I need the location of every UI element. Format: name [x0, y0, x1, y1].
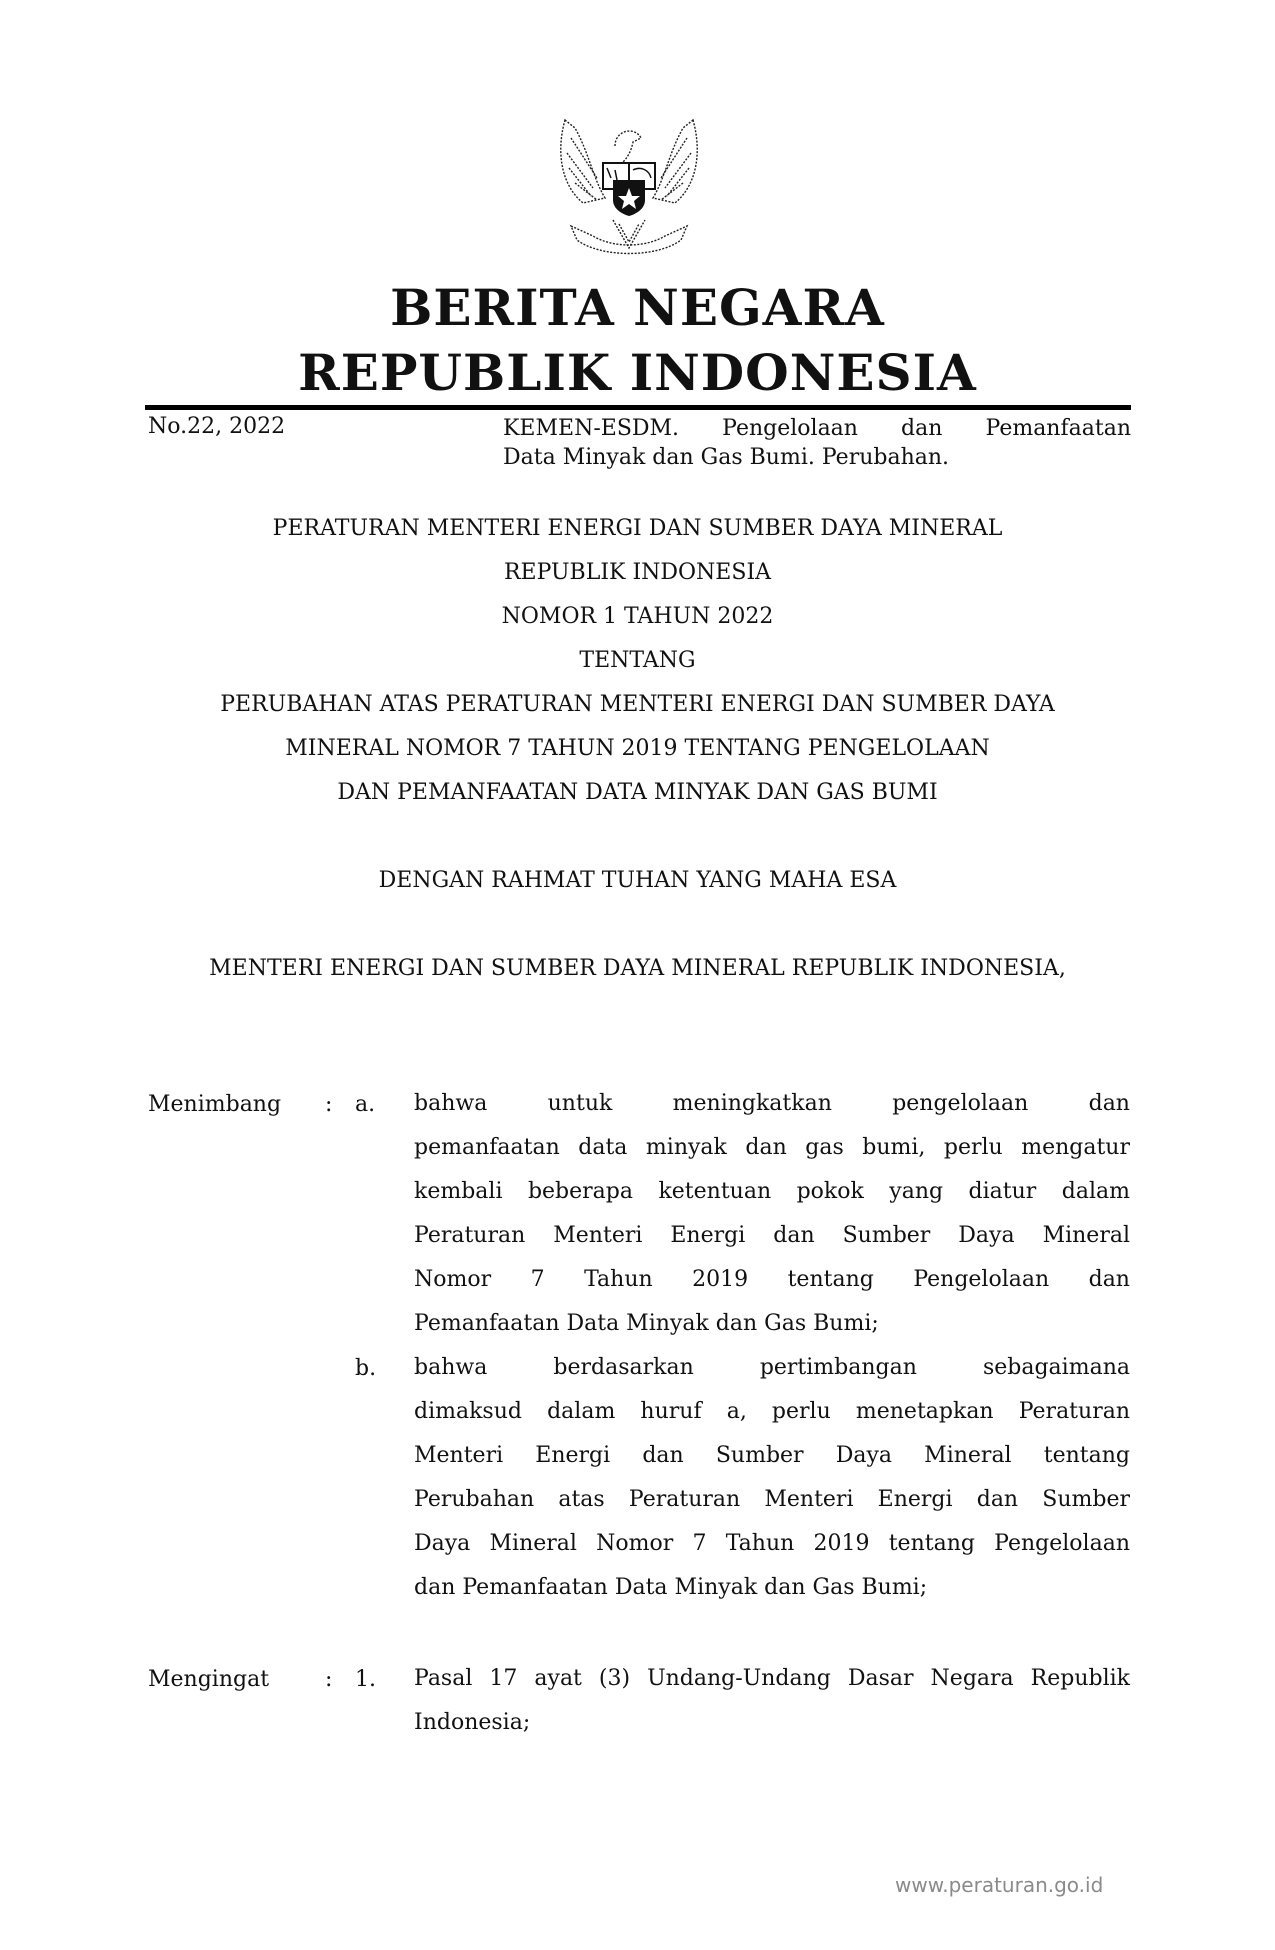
item-marker: 1.: [355, 1667, 376, 1692]
regulation-about: TENTANG: [579, 648, 696, 673]
word: Pengelolaan: [913, 1267, 1050, 1292]
issuer: MENTERI ENERGI DAN SUMBER DAYA MINERAL REPUBLIK INDONESIA,: [209, 956, 1066, 981]
menimbang-label: Menimbang: [148, 1092, 282, 1117]
regulation-number: NOMOR 1 TAHUN 2022: [501, 604, 774, 629]
mengingat-item-1: [414, 1657, 1130, 1745]
regulation-title-line: REPUBLIK INDONESIA: [503, 560, 772, 585]
text-line: Menteri Energi dan Sumber Daya Mineral tentang: [414, 1443, 1130, 1468]
masthead-line-1: BERITA NEGARA: [390, 278, 885, 337]
watermark-link[interactable]: www.peraturan.go.id: [895, 1873, 1104, 1897]
word: dan: [1088, 1091, 1130, 1116]
text-line: Daya Mineral Nomor 7 Tahun 2019 tentang Pengelolaan: [414, 1531, 1130, 1556]
word: sebagaimana: [982, 1355, 1130, 1380]
text-line: kembali beberapa ketentuan pokok yang diatur dalam: [414, 1179, 1130, 1204]
subject-word: Pemanfaatan: [985, 416, 1131, 441]
item-marker: b.: [355, 1356, 377, 1381]
text-line: Indonesia;: [414, 1710, 531, 1735]
menimbang-item-a: [414, 1082, 1130, 1346]
text-line: Pasal 17 ayat (3) Undang-Undang Dasar Negara Republik: [414, 1666, 1130, 1691]
word: pertimbangan: [759, 1355, 917, 1380]
masthead-line-2: REPUBLIK INDONESIA: [298, 343, 977, 402]
word: bahwa: [414, 1091, 488, 1116]
garuda-pancasila-emblem-icon: [553, 108, 705, 268]
text-line: dan Pemanfaatan Data Minyak dan Gas Bumi;: [414, 1575, 928, 1600]
regulation-title-line: PERATURAN MENTERI ENERGI DAN SUMBER DAYA MINERAL: [272, 516, 1003, 541]
text-line: Pemanfaatan Data Minyak dan Gas Bumi;: [414, 1311, 879, 1336]
mengingat-colon: :: [325, 1667, 333, 1692]
regulation-subject-line: PERUBAHAN ATAS PERATURAN MENTERI ENERGI DAN SUMBER DAYA: [220, 692, 1055, 717]
text-line: dimaksud dalam huruf a, perlu menetapkan Peraturan: [414, 1399, 1130, 1424]
word: meningkatkan: [672, 1091, 832, 1116]
word: 2019: [692, 1267, 749, 1292]
word: Nomor: [414, 1267, 492, 1292]
menimbang-item-b: [414, 1346, 1130, 1610]
masthead-divider: [145, 405, 1131, 410]
text-line: Peraturan Menteri Energi dan Sumber Daya Mineral: [414, 1223, 1130, 1248]
menimbang-colon: :: [325, 1092, 333, 1117]
subject-word: dan: [901, 416, 943, 441]
regulation-subject-line: MINERAL NOMOR 7 TAHUN 2019 TENTANG PENGELOLAAN: [285, 736, 990, 761]
subject-word: KEMEN-ESDM.: [503, 416, 680, 441]
word: tentang: [787, 1267, 874, 1292]
word: 7: [530, 1267, 545, 1292]
subject-line-2: Data Minyak dan Gas Bumi. Perubahan.: [503, 445, 950, 470]
word: pengelolaan: [892, 1091, 1029, 1116]
word: Tahun: [584, 1267, 653, 1292]
word: dan: [1088, 1267, 1130, 1292]
text-line: pemanfaatan data minyak dan gas bumi, perlu mengatur: [414, 1135, 1130, 1160]
mengingat-label: Mengingat: [148, 1667, 270, 1692]
word: untuk: [547, 1091, 613, 1116]
gazette-subject: [503, 414, 1131, 472]
item-marker: a.: [355, 1092, 376, 1117]
regulation-subject-line: DAN PEMANFAATAN DATA MINYAK DAN GAS BUMI: [337, 780, 938, 805]
word: berdasarkan: [553, 1355, 694, 1380]
subject-word: Pengelolaan: [722, 416, 858, 441]
word: bahwa: [414, 1355, 488, 1380]
gazette-number: No.22, 2022: [148, 414, 286, 439]
invocation: DENGAN RAHMAT TUHAN YANG MAHA ESA: [378, 868, 897, 893]
text-line: Perubahan atas Peraturan Menteri Energi dan Sumber: [414, 1487, 1130, 1512]
